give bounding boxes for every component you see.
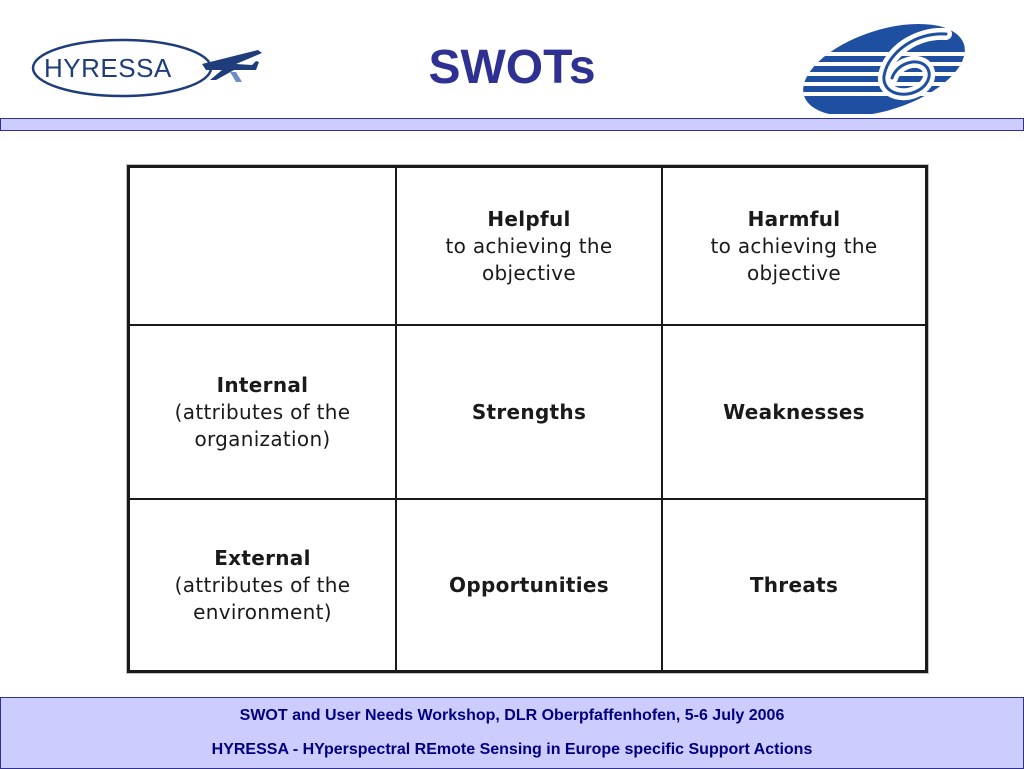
swot-column-header-harmful xyxy=(663,168,925,326)
swot-row-header-external xyxy=(130,500,397,670)
column-subheading: objective xyxy=(481,260,577,285)
fp6-logo xyxy=(796,14,986,114)
swot-cell-weaknesses xyxy=(663,326,925,500)
slide-header xyxy=(0,0,1024,118)
swot-row-header-internal xyxy=(130,326,397,500)
column-heading: Harmful xyxy=(747,206,841,231)
header-divider-band xyxy=(0,118,1024,131)
row-heading: External xyxy=(214,545,311,570)
column-subheading: to achieving the xyxy=(710,233,878,258)
footer-event-line: SWOT and User Needs Workshop, DLR Oberpfaffenhofen, 5-6 July 2006 xyxy=(239,707,785,724)
column-subheading: to achieving the xyxy=(445,233,613,258)
swot-cell-text: Opportunities xyxy=(449,572,609,597)
swot-column-header-helpful xyxy=(397,168,663,326)
slide-title: SWOTs xyxy=(428,41,596,94)
swot-cell-opportunities xyxy=(397,500,663,670)
row-subheading: environment) xyxy=(193,599,332,624)
row-heading: Internal xyxy=(216,372,309,397)
swot-cell-text: Threats xyxy=(749,572,839,597)
row-subheading: organization) xyxy=(194,426,331,451)
slide-footer xyxy=(0,697,1024,769)
swot-cell-text: Weaknesses xyxy=(723,399,865,424)
swot-table xyxy=(127,165,928,673)
swot-cell-threats xyxy=(663,500,925,670)
swot-corner-cell xyxy=(130,168,397,326)
swot-cell-text: Strengths xyxy=(471,399,587,424)
swot-cell-strengths xyxy=(397,326,663,500)
row-subheading: (attributes of the xyxy=(174,399,351,424)
hyressa-logo-text: HYRESSA xyxy=(44,53,172,83)
row-subheading: (attributes of the xyxy=(174,572,351,597)
column-subheading: objective xyxy=(746,260,842,285)
column-heading: Helpful xyxy=(487,206,571,231)
footer-project-line: HYRESSA - HYperspectral REmote Sensing in Europe specific Support Actions xyxy=(211,741,813,758)
